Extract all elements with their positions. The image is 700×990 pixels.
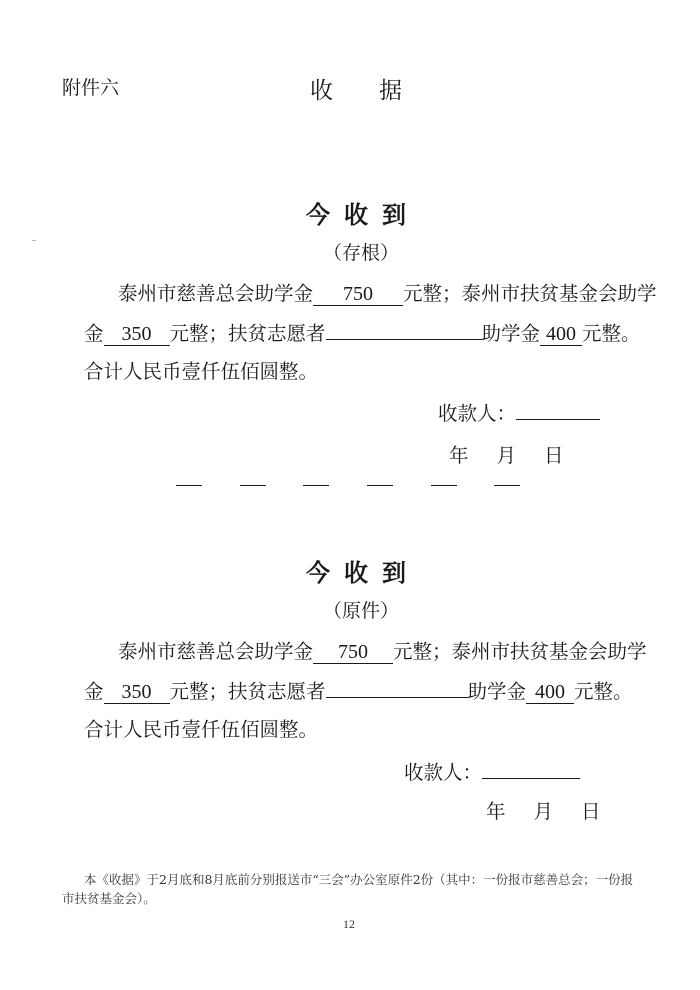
- footnote: 本《收据》于2月底和8月底前分别报送市“三会”办公室原件2份（其中：一份报市慈善总会；一份报市扶贫基金会）。: [62, 872, 634, 906]
- date-year: 年: [486, 800, 506, 823]
- receipt-text: 助学金: [481, 322, 541, 345]
- tear-dash: [431, 485, 457, 486]
- section-heading: 今收到: [306, 201, 420, 229]
- date-row: [449, 440, 564, 468]
- receipt-text: 金: [84, 680, 104, 703]
- amount-charity-fund: 750: [313, 641, 393, 664]
- receipt-line-1: [118, 636, 647, 664]
- receipt-line-2: [84, 318, 641, 346]
- tear-dash: [494, 485, 520, 486]
- date-day: 日: [544, 444, 564, 467]
- amount-charity-fund: 750: [313, 283, 403, 306]
- receipt-text: 泰州市慈善总会助学金: [118, 282, 314, 305]
- payee-label: 收款人：: [438, 402, 517, 425]
- tear-dash: [367, 485, 393, 486]
- payee-row: [438, 398, 600, 426]
- tear-dash: [176, 485, 202, 486]
- total-amount: 合计人民币壹仟伍佰圆整。: [84, 718, 319, 741]
- document-title: 收 据: [310, 78, 402, 104]
- receipt-text: 助学金: [467, 680, 527, 703]
- payee-signature-blank: [516, 401, 600, 420]
- date-month: 月: [533, 800, 554, 823]
- receipt-line-2: [84, 676, 633, 704]
- date-year: 年: [449, 444, 469, 467]
- volunteer-name-blank: [326, 679, 468, 698]
- receipt-text: 元整；扶贫志愿者: [169, 322, 326, 345]
- volunteer-name-blank: [326, 321, 482, 340]
- section-subtitle: （原件）: [323, 600, 400, 622]
- receipt-text: 元整；泰州市扶贫基金会助学: [403, 282, 657, 305]
- date-row: [486, 796, 601, 824]
- scan-speck: [32, 240, 36, 241]
- receipt-text: 泰州市慈善总会助学金: [118, 640, 314, 663]
- tear-dash: [303, 485, 329, 486]
- receipt-line-1: [118, 278, 657, 306]
- date-month: 月: [496, 444, 517, 467]
- payee-signature-blank: [482, 760, 580, 779]
- section-heading: 今收到: [306, 559, 420, 587]
- receipt-text: 元整。: [574, 680, 633, 703]
- date-day: 日: [581, 800, 601, 823]
- receipt-text: 元整；泰州市扶贫基金会助学: [393, 640, 647, 663]
- attachment-label: 附件六: [62, 77, 120, 99]
- tear-dash: [240, 485, 266, 486]
- page-number: 12: [343, 917, 355, 931]
- receipt-text: 元整；扶贫志愿者: [169, 680, 326, 703]
- section-subtitle: （存根）: [323, 242, 400, 264]
- total-amount: 合计人民币壹仟伍佰圆整。: [84, 360, 319, 383]
- amount-volunteer: 400: [526, 681, 574, 704]
- receipt-text: 元整。: [582, 322, 641, 345]
- amount-volunteer: 400: [540, 323, 582, 346]
- receipt-text: 金: [84, 322, 104, 345]
- payee-row: [404, 757, 580, 785]
- amount-poverty-fund: 350: [104, 323, 170, 346]
- amount-poverty-fund: 350: [104, 681, 170, 704]
- payee-label: 收款人：: [404, 761, 483, 784]
